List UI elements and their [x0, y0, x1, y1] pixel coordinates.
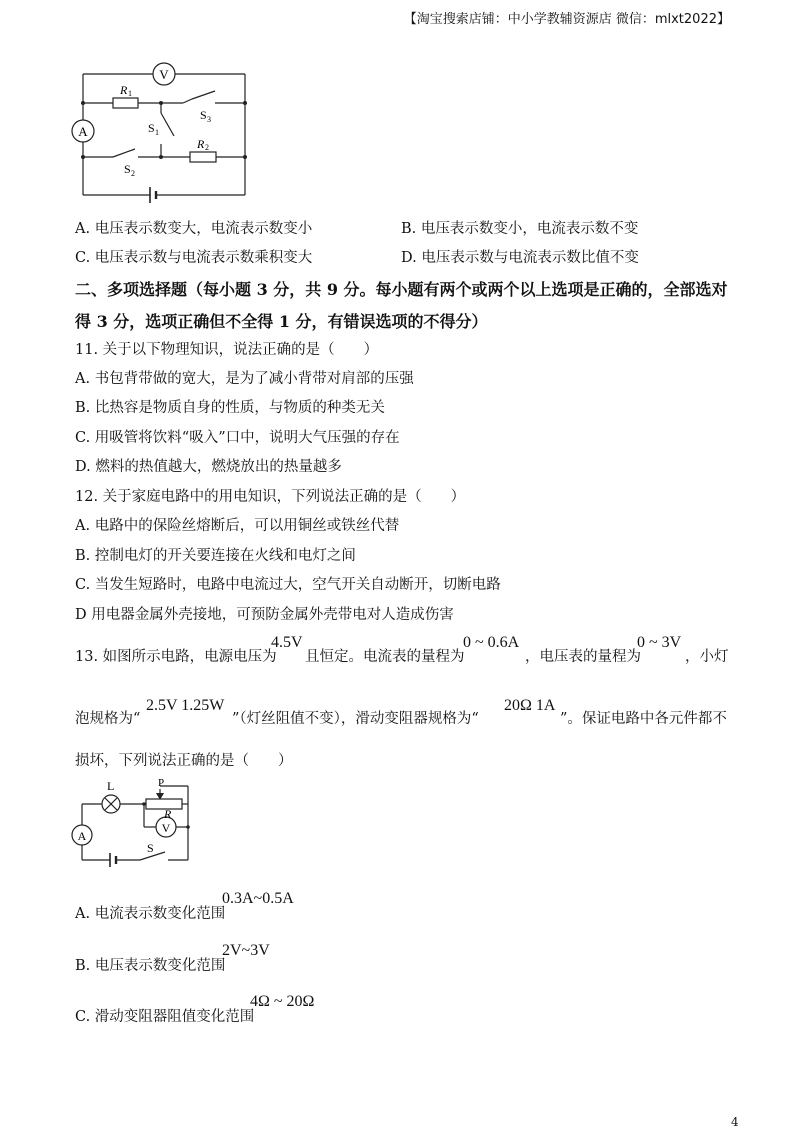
q13-text-1: 13. 如图所示电路，电源电压为: [75, 649, 277, 665]
s2-label: S: [124, 162, 131, 176]
q12-option-c: C. 当发生短路时，电路中电流过大，空气开关自动断开，切断电路: [75, 577, 501, 593]
s3-label: S: [200, 108, 207, 122]
q13-text-2: 且恒定。电流表的量程为: [305, 649, 465, 665]
q11-option-c: C. 用吸管将饮料“吸入”口中，说明大气压强的存在: [75, 430, 400, 446]
q13-text-8: 损坏，下列说法正确的是（ ）: [75, 753, 293, 769]
q13-ammeter-range: 0 ~ 0.6A: [463, 634, 520, 651]
q12-stem: 12. 关于家庭电路中的用电知识，下列说法正确的是（ ）: [75, 489, 466, 505]
svg-text:V: V: [161, 821, 171, 835]
q13-rheostat-spec: 20Ω 1A: [504, 697, 556, 714]
r1-label: R: [120, 83, 128, 97]
circuit-diagram-1: [70, 58, 260, 208]
r2-sub: 2: [205, 143, 209, 152]
q13-option-c-value: 4Ω ~ 20Ω: [250, 993, 315, 1010]
q13-text-7: ”。保证电路中各元件都不: [560, 711, 727, 727]
s1-label: S: [148, 121, 155, 135]
q10-option-a: A. 电压表示数变大，电流表示数变小: [75, 221, 313, 237]
q11-option-b: B. 比热容是物质自身的性质，与物质的种类无关: [75, 400, 385, 416]
lamp-label: L: [107, 779, 115, 793]
q13-voltmeter-range: 0 ~ 3V: [637, 634, 682, 651]
q13-option-a-value: 0.3A~0.5A: [222, 890, 294, 907]
section-heading-line2: 得 3 分，选项正确但不全得 1 分，有错误选项的不得分）: [75, 312, 488, 331]
q13-text-4: ，小灯: [685, 649, 729, 665]
q13-option-b-label: B. 电压表示数变化范围: [75, 958, 226, 974]
voltmeter-label: V: [159, 67, 169, 82]
q11-option-a: A. 书包背带做的宽大，是为了减小背带对肩部的压强: [75, 371, 414, 387]
ammeter-label: A: [78, 124, 88, 139]
page-number: 4: [731, 1115, 739, 1129]
switch-label: S: [147, 841, 154, 855]
s3-sub: 3: [207, 115, 211, 124]
q13-option-a-label: A. 电流表示数变化范围: [75, 906, 226, 922]
section-heading-line1: 二、多项选择题（每小题 3 分，共 9 分。每小题有两个或两个以上选项是正确的，全部选对: [75, 280, 728, 299]
q13-text-5: 泡规格为“: [75, 711, 141, 727]
r1-sub: 1: [128, 89, 132, 98]
rheostat-label: R: [164, 807, 172, 821]
page-header: 【淘宝搜索店铺：中小学教辅资源店 微信：mlxt2022】: [403, 12, 730, 27]
q13-text-3: ，电压表的量程为: [525, 649, 641, 665]
q12-option-d: D 用电器金属外壳接地，可预防金属外壳带电对人造成伤害: [75, 607, 454, 623]
q13-source-voltage: 4.5V: [271, 634, 303, 651]
r2-label: R: [197, 137, 205, 151]
s1-sub: 1: [155, 128, 159, 137]
q10-option-b: B. 电压表示数变小，电流表示数不变: [401, 221, 639, 237]
q13-option-b-value: 2V~3V: [222, 942, 270, 959]
q13-lamp-spec: 2.5V 1.25W: [146, 697, 225, 714]
slider-label: P: [158, 778, 165, 789]
q12-option-a: A. 电路中的保险丝熔断后，可以用铜丝或铁丝代替: [75, 518, 400, 534]
q13-option-c-label: C. 滑动变阻器阻值变化范围: [75, 1009, 255, 1025]
q13-text-6: ”（灯丝阻值不变），滑动变阻器规格为“: [232, 711, 479, 727]
q11-stem: 11. 关于以下物理知识，说法正确的是（ ）: [75, 342, 379, 358]
q12-option-b: B. 控制电灯的开关要连接在火线和电灯之间: [75, 548, 356, 564]
q10-option-d: D. 电压表示数与电流表示数比值不变: [401, 250, 639, 266]
s2-sub: 2: [131, 169, 135, 178]
svg-text:A: A: [77, 829, 87, 843]
circuit-diagram-2: [70, 778, 200, 868]
q11-option-d: D. 燃料的热值越大，燃烧放出的热量越多: [75, 459, 342, 475]
q10-option-c: C. 电压表示数与电流表示数乘积变大: [75, 250, 313, 266]
